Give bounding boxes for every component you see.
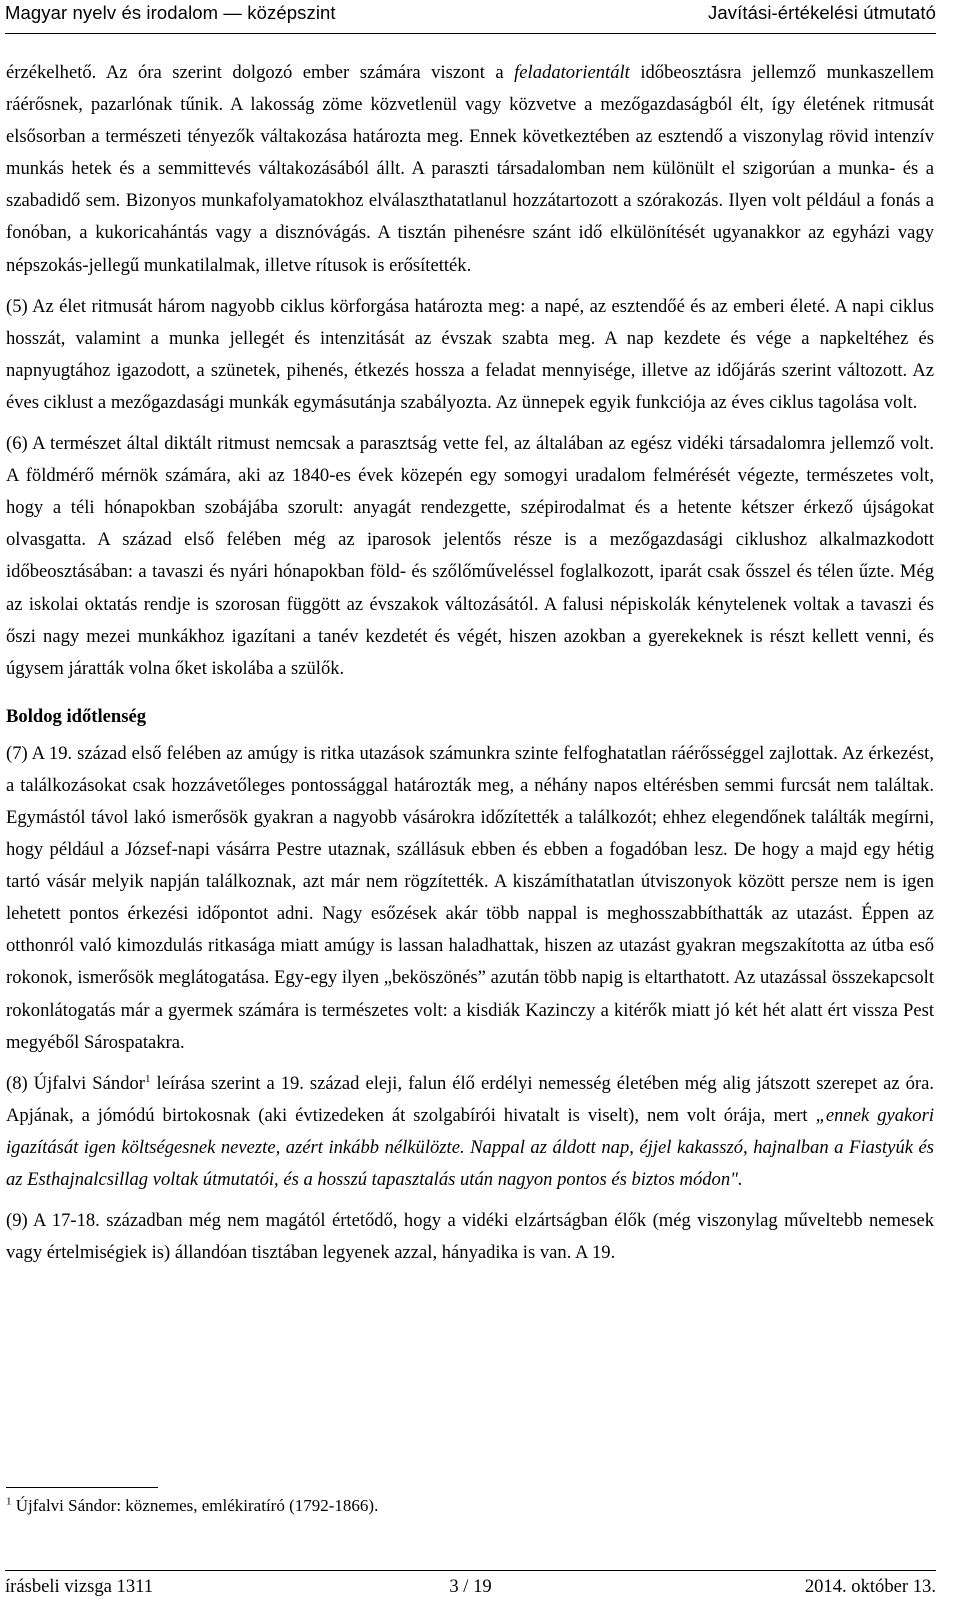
paragraph-9: (9) A 17-18. században még nem magától értetődő, hogy a vidéki elzártságban élők (még viszonylag műveltebb nemesek vagy értelmiségiek is) állandóan tisztában legyenek azzal, hányadika is van. A 19.	[6, 1210, 934, 1264]
paragraph-text: érzékelhető. Az óra szerint dolgozó ember számára viszont a	[6, 62, 515, 83]
header-right: Javítási-értékelési útmutató	[708, 2, 936, 23]
paragraph-text: (8) Újfalvi Sándor	[6, 1072, 145, 1094]
paragraph-6: (6) A természet által diktált ritmust nemcsak a parasztság vette fel, az általában az egész vidéki társadalomra jellemző volt. A földmérő mérnök számára, aki az 1840-es évek közepén egy somogyi uradalom felmérését végezte, természetes volt, hogy a téli hónapokban szobájába szorult: anyagát rendezgette, szépirodalmat és a hetente kétszer érkező újságokat olvasgatta. A század első felében még az iparosok jelentős része is a mezőgazdasági ciklushoz alkalmazkodott időbeosztásában: a tavaszi és nyári hónapokban föld- és szőlőműveléssel foglalkozott, iparát csak ősszel és télen űzte. Még az iskolai oktatás rendje is szorosan függött az évszakok változásától. A falusi népiskolák kénytelenek voltak a tavaszi és őszi nagy mezei munkákhoz igazítani a tanév kezdetét és végét, hiszen azokban a gyerekeknek is részt kellett venni, és úgysem járatták volna őket iskolába a szülők.	[6, 433, 934, 679]
page-number: 3 / 19	[449, 1576, 492, 1597]
paragraph-continued	[6, 57, 934, 282]
paragraph-5: (5) Az élet ritmusát három nagyobb ciklus körforgása határozta meg: a napé, az esztendőé és az emberi életé. A napi ciklus hosszát, valamint a munka jellegét és intenzitását az évszak szabta meg. A nap kezdete és vége a napkeltéhez és napnyugtához igazodott, a szünetek, pihenés, étkezés hossza a feladat mennyisége, illetve az időjárás szerint változott. Az éves ciklust a mezőgazdasági munkák egymásutánja szabályozta. Az ünnepek egyik funkciója az éves ciklus tagolása volt.	[6, 295, 934, 413]
page-header	[0, 0, 960, 40]
footnote-mark: 1	[6, 1495, 12, 1508]
footnote-rule	[6, 1487, 158, 1488]
emphasis-text: feladatorientált	[514, 62, 630, 83]
section-heading: Boldog időtlenség	[6, 705, 146, 727]
page-footer	[5, 1576, 936, 1606]
header-left: Magyar nyelv és irodalom — középszint	[5, 2, 336, 23]
header-rule	[5, 33, 936, 34]
paragraph-text: leírása szerint a 19. század eleji, falun élő erdélyi nemesség életében még alig játszott szerepet az óra. Apjának, a jómódú birtokosnak (aki évtizedeken át szolgabírói hivatalt is viselt), nem volt órája, mert	[6, 1072, 934, 1126]
footnote-text: Újfalvi Sándor: köznemes, emlékiratíró (1792-1866).	[11, 1496, 379, 1515]
footer-left: írásbeli vizsga 1311	[5, 1576, 154, 1597]
paragraph-7: (7) A 19. század első felében az amúgy is ritka utazások számunkra szinte felfoghatatlan ráérősséggel zajlottak. Az érkezést, a találkozásokat csak hozzávetőleges pontossággal határozták meg, a néhány napos eltérésben semmi furcsát nem találtak. Egymástól távol lakó ismerősök gyakran a nagyobb vásárokra időzítették a találkozót; ehhez elegendőnek találták megírni, hogy például a József-napi vásárra Pestre utaznak, szállásuk ebben és ebben a fogadóban lesz. De hogy a majd egy hétig tartó vásár melyik napján találkoznak, azt már nem rögzítették. A kiszámíthatatlan útviszonyok között persze nem is igen lehetett pontos érkezési időpontot adni. Nagy esőzések akár több nappal is meghosszabbíthatták az utazást. Éppen az otthonról való kimozdulás ritkasága miatt amúgy is lassan haladhattak, hiszen az utazást gyakran megszakította az útba eső rokonok, ismerősök meglátogatása. Egy-egy ilyen „beköszönés” azután több napig is eltarthatott. Az utazással összekapcsolt rokonlátogatás már a gyermek számára is természetes volt: a kisdiák Kazinczy a kitérők miatt jó két hét alatt ért vissza Pest megyéből Sárospatakra.	[6, 742, 934, 1053]
footer-date: 2014. október 13.	[804, 1576, 936, 1597]
footnote-reference: 1	[144, 1072, 151, 1085]
main-content	[6, 57, 934, 1278]
footer-rule	[5, 1570, 936, 1571]
paragraph-text: időbeosztásra jellemző munkaszellem ráérősnek, pazarlónak tűnik. A lakosság zöme közvetlenül vagy közvetve a mezőgazdaságból élt, így életének ritmusát elsősorban a természeti tényezők váltakozása határozta meg. Ennek következtében az esztendő a viszonylag rövid intenzív munkás hetek és a semmittevés váltakozásából állt. A paraszti társadalomban nem különült el szigorúan a munka- és a szabadidő sem. Bizonyos munkafolyamatokhoz elválaszthatatlanul hozzátartozott a szórakozás. Ilyen volt például a fonás a fonóban, a kukoricahántás vagy a disznóvágás. A tisztán pihenésre szánt idő elkülönítését ugyanakkor az egyházi vagy népszokás-jellegű munkatilalmak, illetve rítusok is erősítették.	[6, 62, 934, 276]
paragraph-8	[6, 1068, 934, 1196]
footnote	[6, 1494, 378, 1518]
quote-text: „ennek gyakori igazítását igen költségesnek nevezte, azért inkább nélkülözte. Nappal az áldott nap, éjjel kakasszó, hajnalban a Fiastyúk és az Esthajnalcsillag voltak útmutatói, és a hosszú tapasztalás után nagyon pontos és biztos módon".	[6, 1104, 935, 1190]
